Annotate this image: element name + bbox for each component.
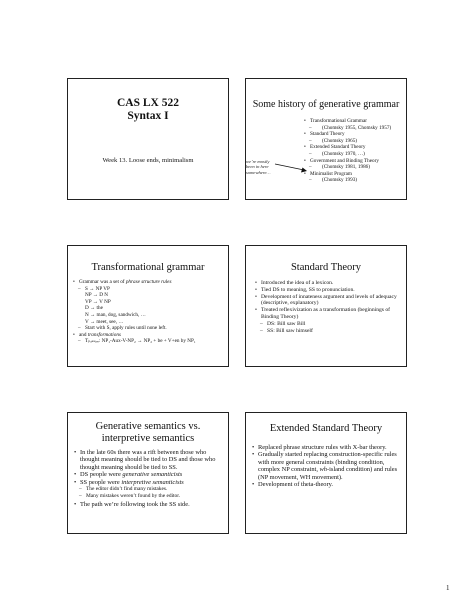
slide-standard-theory xyxy=(245,245,407,367)
item-text: Grammar was a set of xyxy=(79,279,126,285)
slide-heading: Some history of generative grammar xyxy=(252,99,400,110)
list-item xyxy=(73,279,222,286)
list-subitem: – (Chomsky 1965) xyxy=(304,138,400,145)
slide-heading: Standard Theory xyxy=(290,262,362,273)
list-subitem: – SS: Bill saw himself xyxy=(255,328,400,335)
list-item: • Minimalist Program xyxy=(304,171,400,178)
week-subtitle: Week 13. Loose ends, minimalism xyxy=(102,157,194,164)
note-line: been in here xyxy=(246,164,269,170)
slide-body xyxy=(68,445,228,508)
slide-body xyxy=(246,274,406,334)
rule: – S → NP VP xyxy=(73,286,222,293)
rule: D → the xyxy=(85,305,103,312)
page-number: 1 xyxy=(446,584,450,592)
item-emphasis: wh xyxy=(319,466,327,474)
heading-line: interpretive semantics xyxy=(101,433,195,444)
item-emphasis: phrase structure rules xyxy=(125,279,172,285)
list-item xyxy=(252,451,400,481)
slide-heading: Extended Standard Theory xyxy=(269,423,383,434)
rule: V → meet, see, … xyxy=(85,318,124,325)
list-subitem: – (Chomsky 1970, …) xyxy=(304,151,400,158)
item-emphasis: transformations xyxy=(87,331,121,338)
list-subitem: – (Chomsky 1981, 1986) xyxy=(304,164,400,171)
slide-body xyxy=(246,435,406,488)
item-text: -island condition) and rules (NP movement, WH movement). xyxy=(258,466,398,481)
list-item: • Extended Standard Theory xyxy=(304,144,400,151)
list-item: • Development of innateness argument and levels of adequacy (descriptive, explanatory) xyxy=(255,294,400,308)
list-item: • Standard Theory xyxy=(304,131,400,138)
slide-generative-semantics xyxy=(67,412,229,534)
list-item: • Replaced phrase structure rules with X-bar theory. xyxy=(252,444,400,451)
list-item: • Development of theta-theory. xyxy=(252,481,400,488)
list-item xyxy=(73,332,222,339)
note-line: somewhere… xyxy=(246,169,271,175)
item-text: DS people were xyxy=(80,471,123,479)
item-text: SS people were xyxy=(80,478,122,486)
list-item: • Introduced the idea of a lexicon. xyxy=(255,280,400,287)
slide-extended-standard-theory xyxy=(245,412,407,534)
list-item: • Tied DS to meaning, SS to pronunciation. xyxy=(255,287,400,294)
list-item: • Transformational Grammar xyxy=(304,118,400,125)
course-name: Syntax I xyxy=(127,110,169,122)
rule: N → man, dog, sandwich, … xyxy=(85,311,146,318)
rule: VP → V NP xyxy=(85,298,111,305)
list-item: • Government and Binding Theory xyxy=(304,158,400,165)
list-item: • The path we’re following took the SS side. xyxy=(74,501,222,508)
course-code: CAS LX 522 xyxy=(117,97,179,109)
list-item: • In the late 60s there was a rift between those who thought meaning should be tied to DS and those who thought meaning should be tied to SS. xyxy=(74,449,222,471)
list-subitem: – (Chomsky 1993) xyxy=(304,177,400,184)
item-text: and xyxy=(79,331,88,338)
slide-heading xyxy=(68,421,228,445)
list-item: • Treated reflexivization as a transformation (beginnings of Binding Theory) xyxy=(255,307,400,321)
note-line: we’re mostly xyxy=(246,159,270,164)
list-item xyxy=(74,479,222,486)
item-emphasis: generative semanticists xyxy=(122,471,183,479)
slide-history xyxy=(245,78,407,200)
rule: NP → D N xyxy=(85,292,109,299)
slide-body xyxy=(68,274,228,345)
list-subitem: – The editor didn’t find many mistakes. xyxy=(74,486,222,493)
list-subitem: – Many mistakes weren’t found by the editor. xyxy=(74,493,222,500)
item-emphasis: interpretive semanticists xyxy=(121,478,184,486)
transformation: – Tₚₐₛₛᵢᵥₑ: NP₁-Aux-V-NP₂ → NP₂ + be + V+en by NP₁ xyxy=(73,338,222,345)
rule-note: – Start with S, apply rules until none left. xyxy=(73,325,222,332)
margin-note xyxy=(246,159,271,175)
item-text: Gradually started replacing construction-specific rules with more general constraints (binding condition, complex NP constraint, xyxy=(258,451,397,474)
heading-line: Generative semantics vs. xyxy=(95,421,201,432)
slide-title xyxy=(67,78,229,200)
arrow-icon xyxy=(274,161,310,175)
course-title xyxy=(68,97,228,123)
list-subitem: – (Chomsky 1955, Chomsky 1957) xyxy=(304,125,400,132)
list-subitem: – DS: Bill saw Bill xyxy=(255,321,400,328)
slide-heading: Transformational grammar xyxy=(91,262,205,273)
slide-transformational-grammar xyxy=(67,245,229,367)
list-item xyxy=(74,471,222,478)
